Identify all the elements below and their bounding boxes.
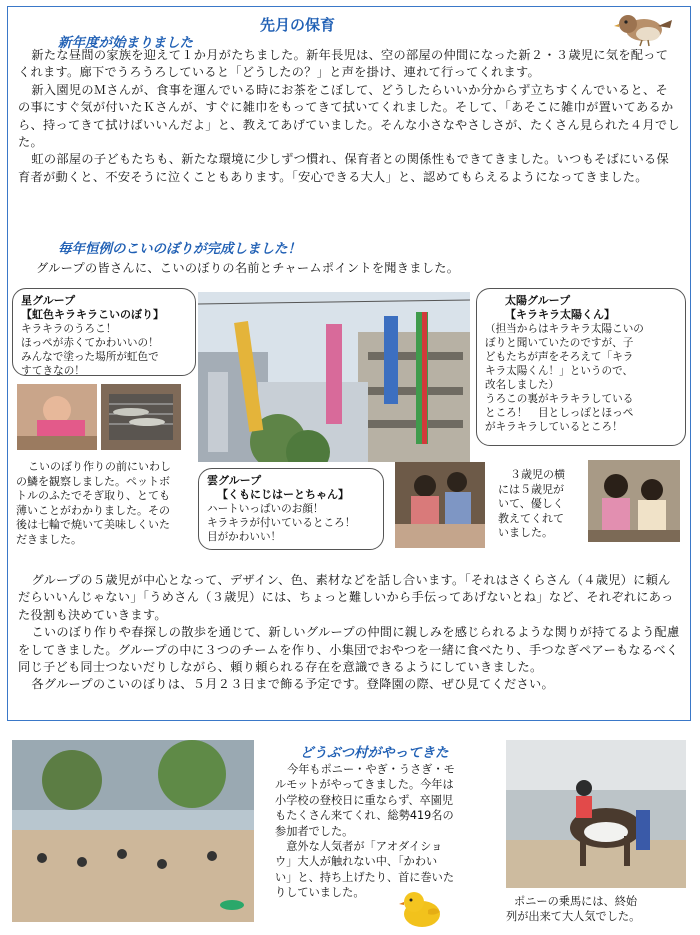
grill-photo [101,384,181,450]
sardine-caption [16,460,196,548]
star-group-name: 星グループ [21,294,76,307]
cloud-group-line: 目がかわいい！ [207,531,282,543]
caption-line: 列が出来て大人気でした。 [506,910,641,923]
animal-line: もたくさん来てくれ、総勢419名の [275,809,454,823]
star-group-line: すてきなの！ [21,365,85,377]
koinobori-paragraph: グループの５歳児が中心となって、デザイン、色、素材などを話し合います。「それはさくらさん（４歳児）に頼んだらいいんじゃない」「うめさん（３歳児）には、ちょっと難しいから手伝ってあげないとね」など、それぞれにあった役割も決めていきます。 [18,573,674,622]
sun-group-line: （担当からはキラキラ太陽こいの [485,323,644,335]
children-caption [498,468,588,541]
caption-line: ポニーの乗馬には、終始 [514,895,638,908]
sun-group-line: 改名しました） [485,379,560,391]
sun-group-name: 太陽グループ [505,294,571,307]
intro-paragraph: 新入園児のＭさんが、食事を運んでいる時にお茶をこぼして、どうしたらいいか分からず立ちすくんでいると、その事にすぐ気が付いたＫさんが、すぐに雑巾をもってきて拭いてくれました。そして、「あそこに雑巾が置いてあるから、持ってきて拭けばいいんだよ」と、教えてあげていました。そんな小さなやさしさが、たくさん見られた４月でした。 [18,82,680,150]
caption-line: いました。 [498,526,553,540]
caption-line: 後は七輪で焼いて美味しくいた [16,518,170,532]
sun-group-line: ところ！ 目としっぽとほっぺ [485,407,634,419]
caption-line: だきました。 [16,532,82,546]
pony-caption [500,894,690,924]
animal-line: 小学校の登校日に重ならず、卒園児 [275,793,454,807]
cloud-group-name: 雲グループ [207,474,262,487]
star-group-line: ほっぺが赤くてかわいいの！ [21,337,159,349]
cloud-group-line: ハートいっぱいのお顔！ [207,503,324,515]
star-group-line: キラキラのうろこ！ [21,323,117,335]
koinobori-paragraph: こいのぼり作りや春探しの散歩を通じて、新しいグループの仲間に親しみを感じられるような関りが持てるよう配慮をしてきました。グループの中に３つのチームを作り、小集団でおやつを一緒に食べたり、手つなぎペアーもなるべく同じ子ども同士つないだりしながら、頼り頼られる存在を意識できるようにしていきました。 [18,625,680,675]
sun-group-line: うろこの裏がキラキラしている [485,393,634,405]
star-group-line: みんなで塗った場所が虹色で [21,351,159,363]
animal-heading: どうぶつ村がやってきた [300,745,449,761]
caption-line: こいのぼり作りの前にいわし [28,460,171,473]
chick-icon [396,888,446,930]
star-group-bubble [12,288,196,376]
cloud-group-title: 【くもにじはーとちゃん】 [217,488,349,501]
animal-village-photo [12,740,254,922]
intro-paragraph: 新たな昼間の家族を迎えて１か月がたちました。新年長児は、空の部屋の仲間になった新２・３歳児に気を配ってくれます。廊下でうろうろしていると「どうしたの？」と声を掛け、連れて行ってくれます。 [18,48,669,80]
caption-line: 薄いことがわかりました。その [16,503,170,517]
animal-line: ウ」大人が触れない中、「かわい [275,855,438,869]
sun-group-line: キラ太陽くん！」というので、 [485,365,634,377]
sun-group-line: がキラキラしているところ！ [485,421,623,433]
sardine-photo [17,384,97,450]
animal-body [275,762,497,901]
koinobori-intro: グループの皆さんに、こいのぼりの名前とチャームポイントを聞きました。 [36,261,460,275]
sun-group-bubble [476,288,686,446]
sun-group-line: どもたちが声をそろえて「キラ [485,351,634,363]
caption-line: の鱗を観察しました。ペットボ [16,474,170,488]
caption-line: には５歳児が [498,482,564,496]
koinobori-body [18,572,680,694]
cloud-group-bubble [198,468,384,550]
koinobori-heading: 毎年恒例のこいのぼりが完成しました！ [58,241,301,257]
animal-line: 参加者でした。 [275,824,354,838]
bird-icon [612,8,674,48]
animal-line: りしていました。 [275,886,365,900]
sun-group-title: 【キラキラ太陽くん】 [505,308,615,321]
animal-line: 意外な人気者が「アオダイショ [275,840,443,854]
star-group-title: 【虹色キラキラこいのぼり】 [21,308,164,321]
sun-group-line: ぼりと聞いていたのですが、子 [485,337,634,349]
animal-line: 今年もポニー・やぎ・うさぎ・モ [287,763,455,776]
children-making-photo [395,462,485,548]
kids-teaching-photo [588,460,680,542]
caption-line: 教えてくれて [498,511,564,525]
cloud-group-line: キラキラが付いているところ！ [207,517,356,529]
caption-line: いて、優しく [498,497,564,511]
caption-line: トルのふたでそぎ取り、とても [16,489,170,503]
animal-line: ルモットがやってきました。今年は [275,778,454,792]
caption-line: ３歳児の横 [510,468,565,481]
intro-paragraph: 虹の部屋の子どもたちも、新たな環境に少しずつ慣れ、保育者との関係性もできてきました。いつもそばにいる保育者が動くと、不安そうに泣くこともあります。「安心できる大人」と、認めてもらえるようになってきました。 [18,152,669,184]
section-title: 先月の保育 [260,16,336,34]
koinobori-paragraph: 各グループのこいのぼりは、５月２３日まで飾る予定です。登降園の際、ぜひ見てください。 [31,677,554,692]
animal-line: い」と、持ち上げたり、首に巻いた [275,870,455,884]
pony-ride-photo [506,740,686,888]
intro-body [18,47,680,186]
intro-heading: 新年度が始まりました [58,35,193,51]
koinobori-photo [198,292,470,462]
